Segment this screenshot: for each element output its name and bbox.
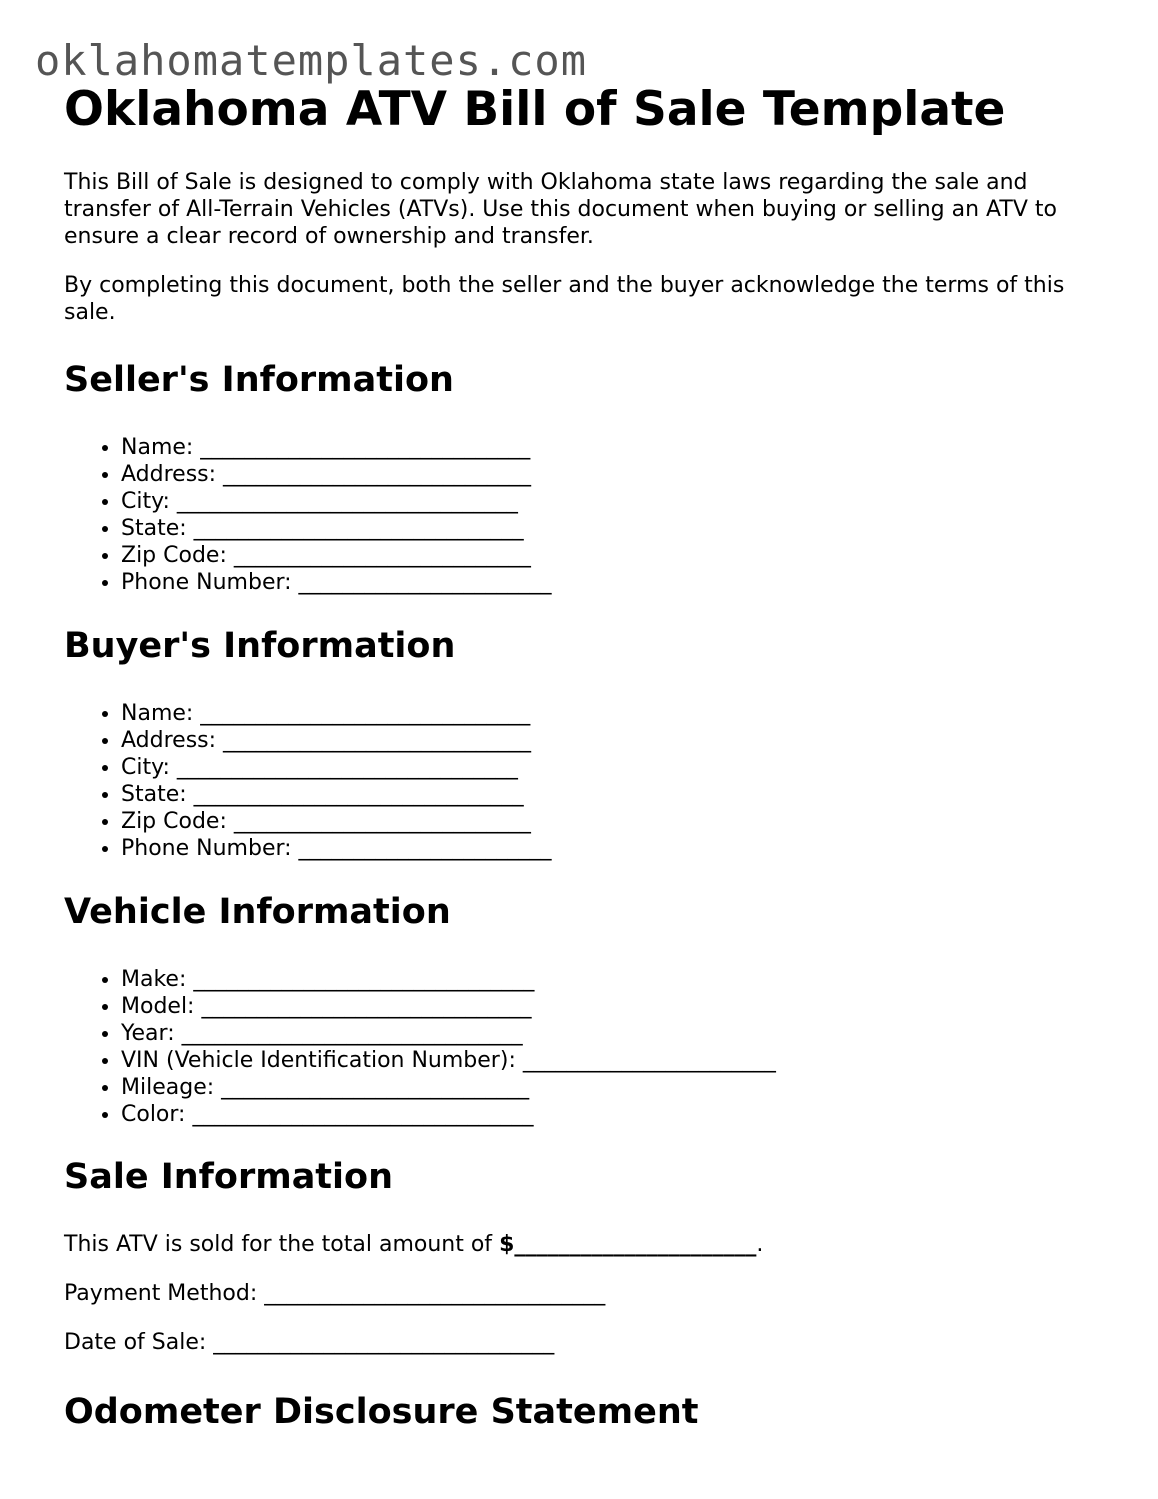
buyer-zip-field: • Zip Code: ___________________________ bbox=[121, 808, 1104, 835]
buyer-state-field: • State: ______________________________ bbox=[121, 781, 1104, 808]
buyer-city-field: • City: _______________________________ bbox=[121, 754, 1104, 781]
vehicle-make-field: • Make: _______________________________ bbox=[121, 966, 1104, 993]
payment-method-field: Payment Method: _______________________________ bbox=[64, 1281, 606, 1306]
vehicle-vin-field: • VIN (Vehicle Identification Number): _______________________ bbox=[121, 1047, 1104, 1074]
document-body bbox=[64, 84, 1104, 1432]
odometer-section-heading: Odometer Disclosure Statement bbox=[64, 1392, 699, 1432]
seller-section-heading: Seller's Information bbox=[64, 360, 454, 400]
date-of-sale-field: Date of Sale: _______________________________ bbox=[64, 1330, 555, 1355]
sale-amount-suffix: . bbox=[756, 1232, 764, 1257]
sale-amount-line bbox=[64, 1231, 1104, 1258]
buyer-section-heading: Buyer's Information bbox=[64, 626, 456, 666]
vehicle-year-field: • Year: _______________________________ bbox=[121, 1020, 1104, 1047]
buyer-phone-field: • Phone Number: _______________________ bbox=[121, 835, 1104, 862]
intro-paragraph-2: By completing this document, both the seller and the buyer acknowledge the terms of this sale. bbox=[64, 273, 1065, 325]
seller-fields-list bbox=[64, 434, 1104, 596]
seller-name-field: • Name: ______________________________ bbox=[121, 434, 1104, 461]
vehicle-model-field: • Model: ______________________________ bbox=[121, 993, 1104, 1020]
sale-section-heading: Sale Information bbox=[64, 1157, 393, 1197]
vehicle-color-field: • Color: _______________________________ bbox=[121, 1101, 1104, 1128]
seller-phone-field: • Phone Number: _______________________ bbox=[121, 569, 1104, 596]
vehicle-mileage-field: • Mileage: ____________________________ bbox=[121, 1074, 1104, 1101]
site-watermark: oklahomatemplates.com bbox=[35, 36, 588, 85]
sale-amount-field: $______________________ bbox=[499, 1232, 757, 1257]
intro-paragraph-1: This Bill of Sale is designed to comply with Oklahoma state laws regarding the sale and transfer of All-Terrain Vehicles (ATVs). Use this document when buying or selling an ATV to ensure a clear record of ownership and transfer. bbox=[64, 170, 1057, 249]
seller-zip-field: • Zip Code: ___________________________ bbox=[121, 542, 1104, 569]
seller-address-field: • Address: ____________________________ bbox=[121, 461, 1104, 488]
vehicle-fields-list bbox=[64, 966, 1104, 1128]
page-title: Oklahoma ATV Bill of Sale Template bbox=[64, 82, 1006, 137]
seller-city-field: • City: _______________________________ bbox=[121, 488, 1104, 515]
sale-amount-prefix: This ATV is sold for the total amount of bbox=[64, 1232, 500, 1257]
buyer-name-field: • Name: ______________________________ bbox=[121, 700, 1104, 727]
buyer-fields-list bbox=[64, 700, 1104, 862]
vehicle-section-heading: Vehicle Information bbox=[64, 892, 451, 932]
seller-state-field: • State: ______________________________ bbox=[121, 515, 1104, 542]
buyer-address-field: • Address: ____________________________ bbox=[121, 727, 1104, 754]
